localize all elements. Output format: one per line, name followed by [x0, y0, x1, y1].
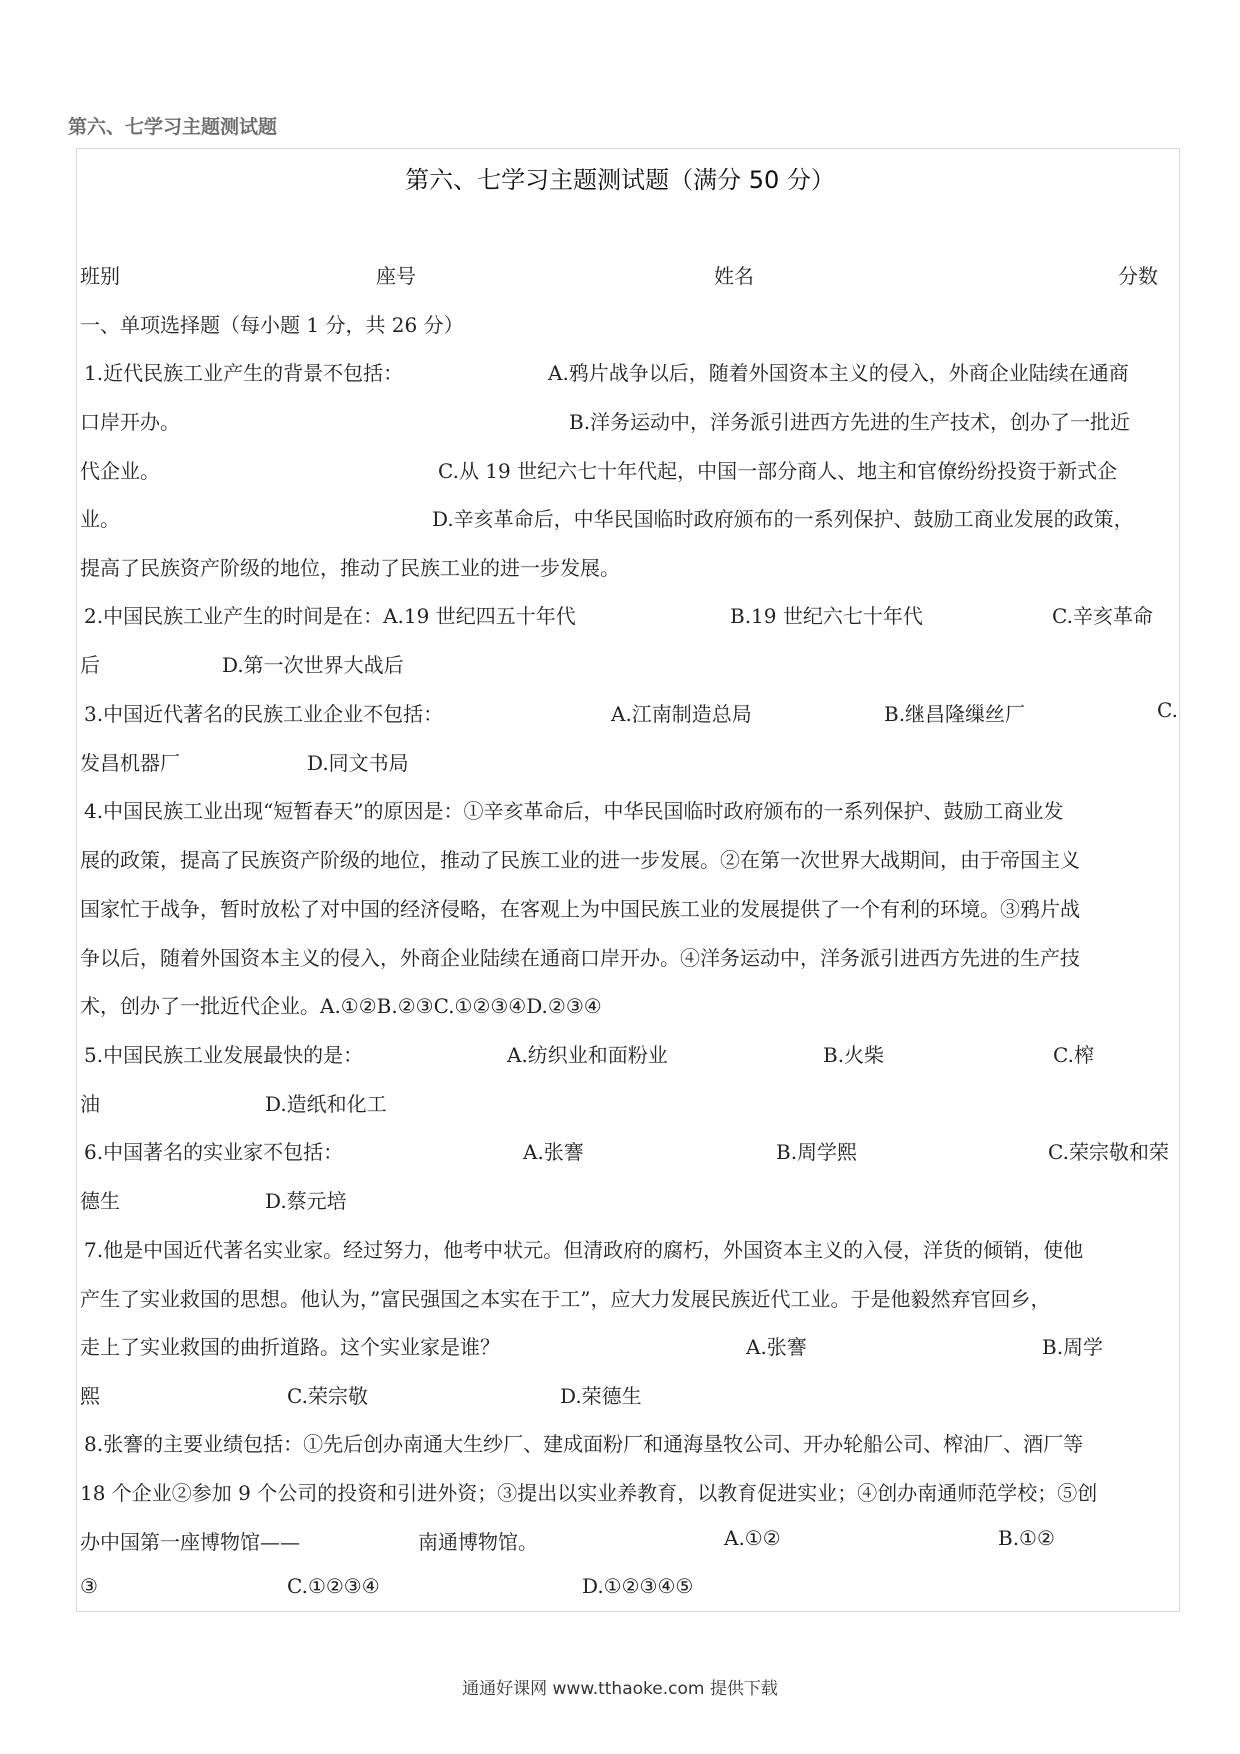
name-label: 姓名 — [714, 264, 754, 288]
exam-title: 第六、七学习主题测试题（满分 50 分） — [405, 166, 835, 194]
score-label: 分数 — [1118, 264, 1158, 288]
page-header: 第六、七学习主题测试题 — [68, 116, 278, 138]
class-label: 班别 — [80, 264, 120, 288]
seat-label: 座号 — [376, 264, 416, 288]
page-footer: 通通好课网 www.tthaoke.com 提供下载 — [462, 1679, 778, 1699]
